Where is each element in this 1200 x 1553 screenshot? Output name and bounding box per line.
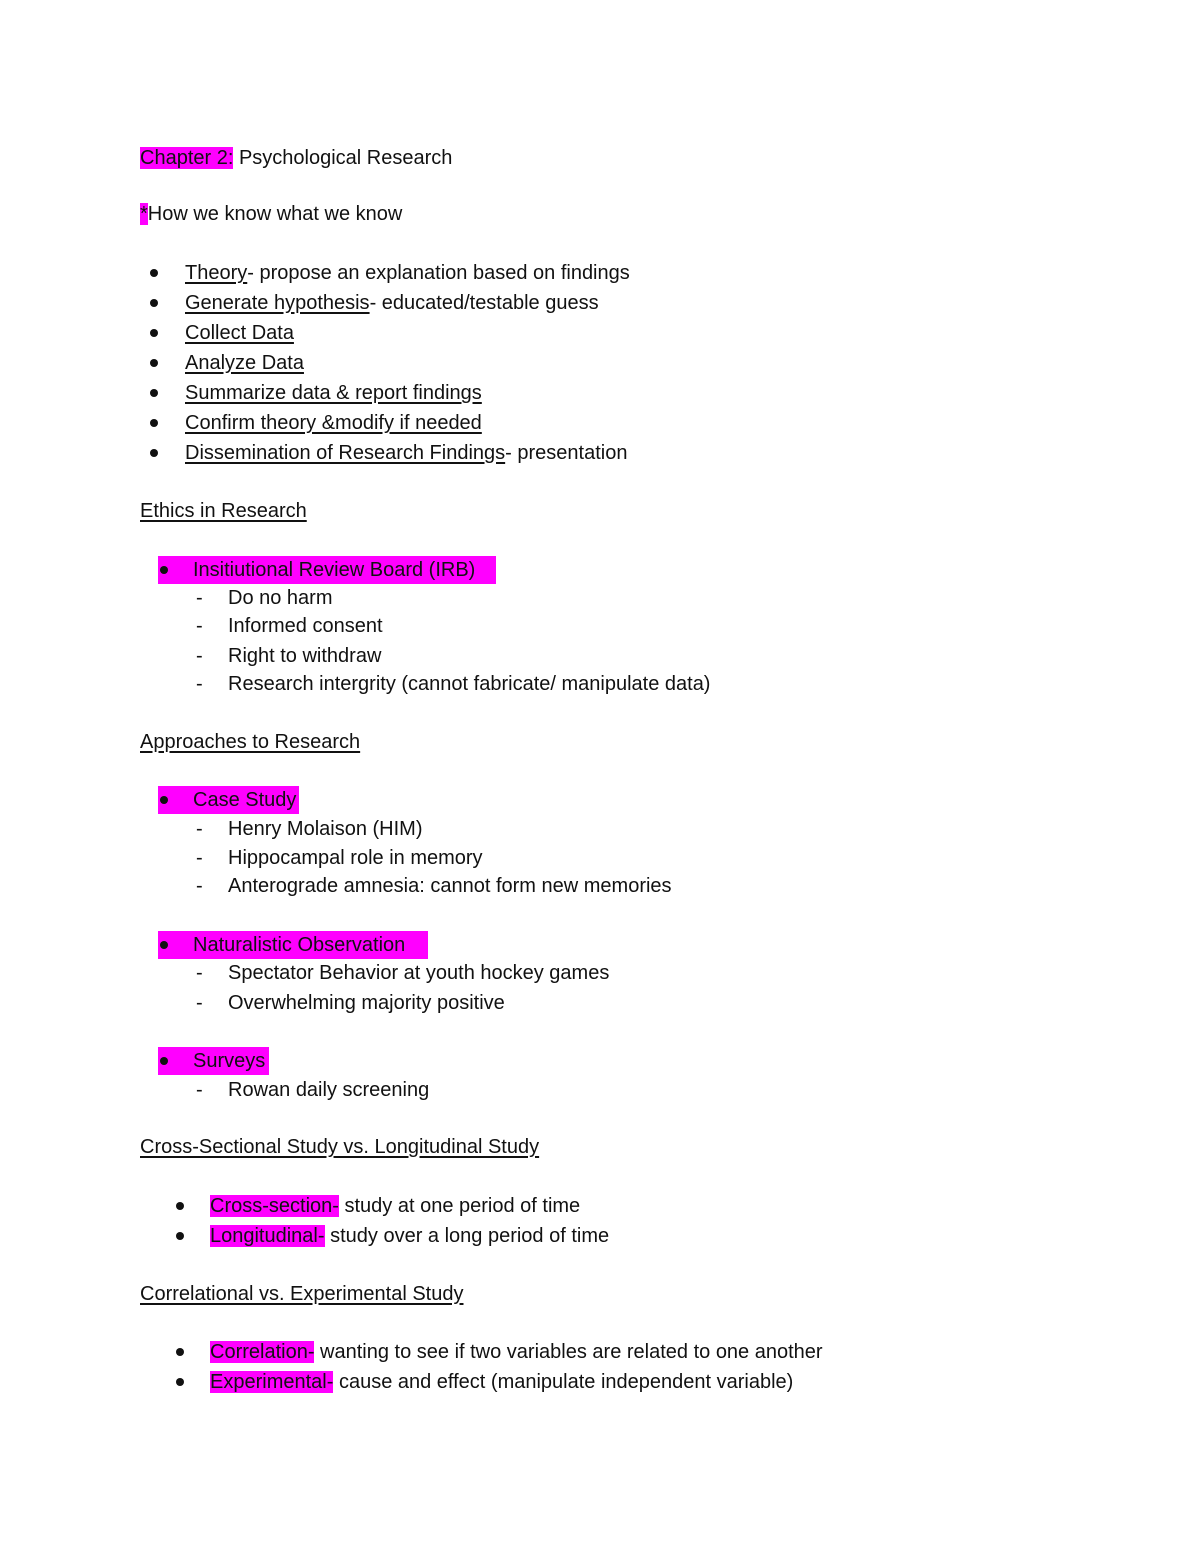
sub-item: Do no harm (228, 587, 333, 609)
list-item (210, 1223, 609, 1249)
list-item (210, 1193, 580, 1219)
step-label: Generate hypothesis (185, 292, 370, 314)
chapter-title: Psychological Research (238, 147, 453, 169)
sub-item: Informed consent (228, 615, 383, 637)
dash-marker: - (196, 875, 203, 897)
list-item: Insitiutional Review Board (IRB) (193, 559, 476, 581)
item-text: wanting to see if two variables are related to one another (314, 1341, 823, 1363)
bullet-icon (150, 329, 158, 337)
bullet-icon (176, 1348, 184, 1356)
step-label: Confirm theory &modify if needed (185, 412, 482, 434)
list-item (185, 380, 482, 406)
item-label: Correlation- (210, 1341, 315, 1363)
dash-marker: - (196, 673, 203, 695)
list-item (185, 440, 627, 466)
dash-marker: - (196, 615, 203, 637)
bullet-icon (150, 299, 158, 307)
list-item (185, 260, 630, 286)
sub-item: Rowan daily screening (228, 1079, 430, 1101)
chapter-tag: Chapter 2: (140, 147, 234, 169)
bullet-icon (176, 1202, 184, 1210)
sub-item: Spectator Behavior at youth hockey games (228, 962, 610, 984)
intro-text: How we know what we know (147, 203, 403, 225)
list-item (210, 1339, 823, 1365)
bullet-icon (150, 449, 158, 457)
sub-item: Hippocampal role in memory (228, 847, 483, 869)
bullet-icon (150, 269, 158, 277)
page-title (140, 145, 452, 171)
list-item (185, 410, 482, 436)
dash-marker: - (196, 1079, 203, 1101)
bullet-icon (160, 796, 168, 804)
bullet-icon (160, 941, 168, 949)
step-text: - educated/testable guess (369, 292, 599, 314)
star-mark: * (140, 203, 148, 225)
step-label: Dissemination of Research Findings (185, 442, 506, 464)
item-text: cause and effect (manipulate independent variable) (333, 1371, 794, 1393)
list-item (185, 350, 304, 376)
list-item: Naturalistic Observation (193, 934, 406, 956)
step-label: Analyze Data (185, 352, 304, 374)
sub-item: Right to withdraw (228, 645, 382, 667)
step-label: Summarize data & report findings (185, 382, 482, 404)
dash-marker: - (196, 962, 203, 984)
section-heading-corr: Correlational vs. Experimental Study (140, 1283, 464, 1305)
bullet-icon (150, 419, 158, 427)
dash-marker: - (196, 645, 203, 667)
dash-marker: - (196, 818, 203, 840)
step-text: - presentation (505, 442, 628, 464)
section-heading-approaches: Approaches to Research (140, 731, 361, 753)
step-text: - propose an explanation based on findings (247, 262, 630, 284)
bullet-icon (160, 1057, 168, 1065)
list-item (185, 290, 599, 316)
list-item: Case Study (193, 789, 297, 811)
dash-marker: - (196, 847, 203, 869)
bullet-icon (176, 1378, 184, 1386)
bullet-icon (150, 359, 158, 367)
section-heading-ethics: Ethics in Research (140, 500, 307, 522)
item-text: study over a long period of time (324, 1225, 610, 1247)
sub-item: Henry Molaison (HIM) (228, 818, 423, 840)
bullet-icon (160, 566, 168, 574)
section-heading-cross: Cross-Sectional Study vs. Longitudinal Study (140, 1136, 540, 1158)
intro-line (140, 201, 402, 227)
item-text: study at one period of time (338, 1195, 581, 1217)
item-label: Experimental- (210, 1371, 334, 1393)
dash-marker: - (196, 587, 203, 609)
list-item (185, 320, 294, 346)
sub-item: Overwhelming majority positive (228, 992, 505, 1014)
sub-item: Anterograde amnesia: cannot form new memories (228, 875, 672, 897)
item-label: Longitudinal- (210, 1225, 325, 1247)
bullet-icon (150, 389, 158, 397)
step-label: Theory (185, 262, 248, 284)
item-label: Cross-section- (210, 1195, 339, 1217)
step-label: Collect Data (185, 322, 294, 344)
list-item: Surveys (193, 1050, 266, 1072)
bullet-icon (176, 1232, 184, 1240)
list-item (210, 1369, 793, 1395)
sub-item: Research intergrity (cannot fabricate/ manipulate data) (228, 673, 711, 695)
dash-marker: - (196, 992, 203, 1014)
